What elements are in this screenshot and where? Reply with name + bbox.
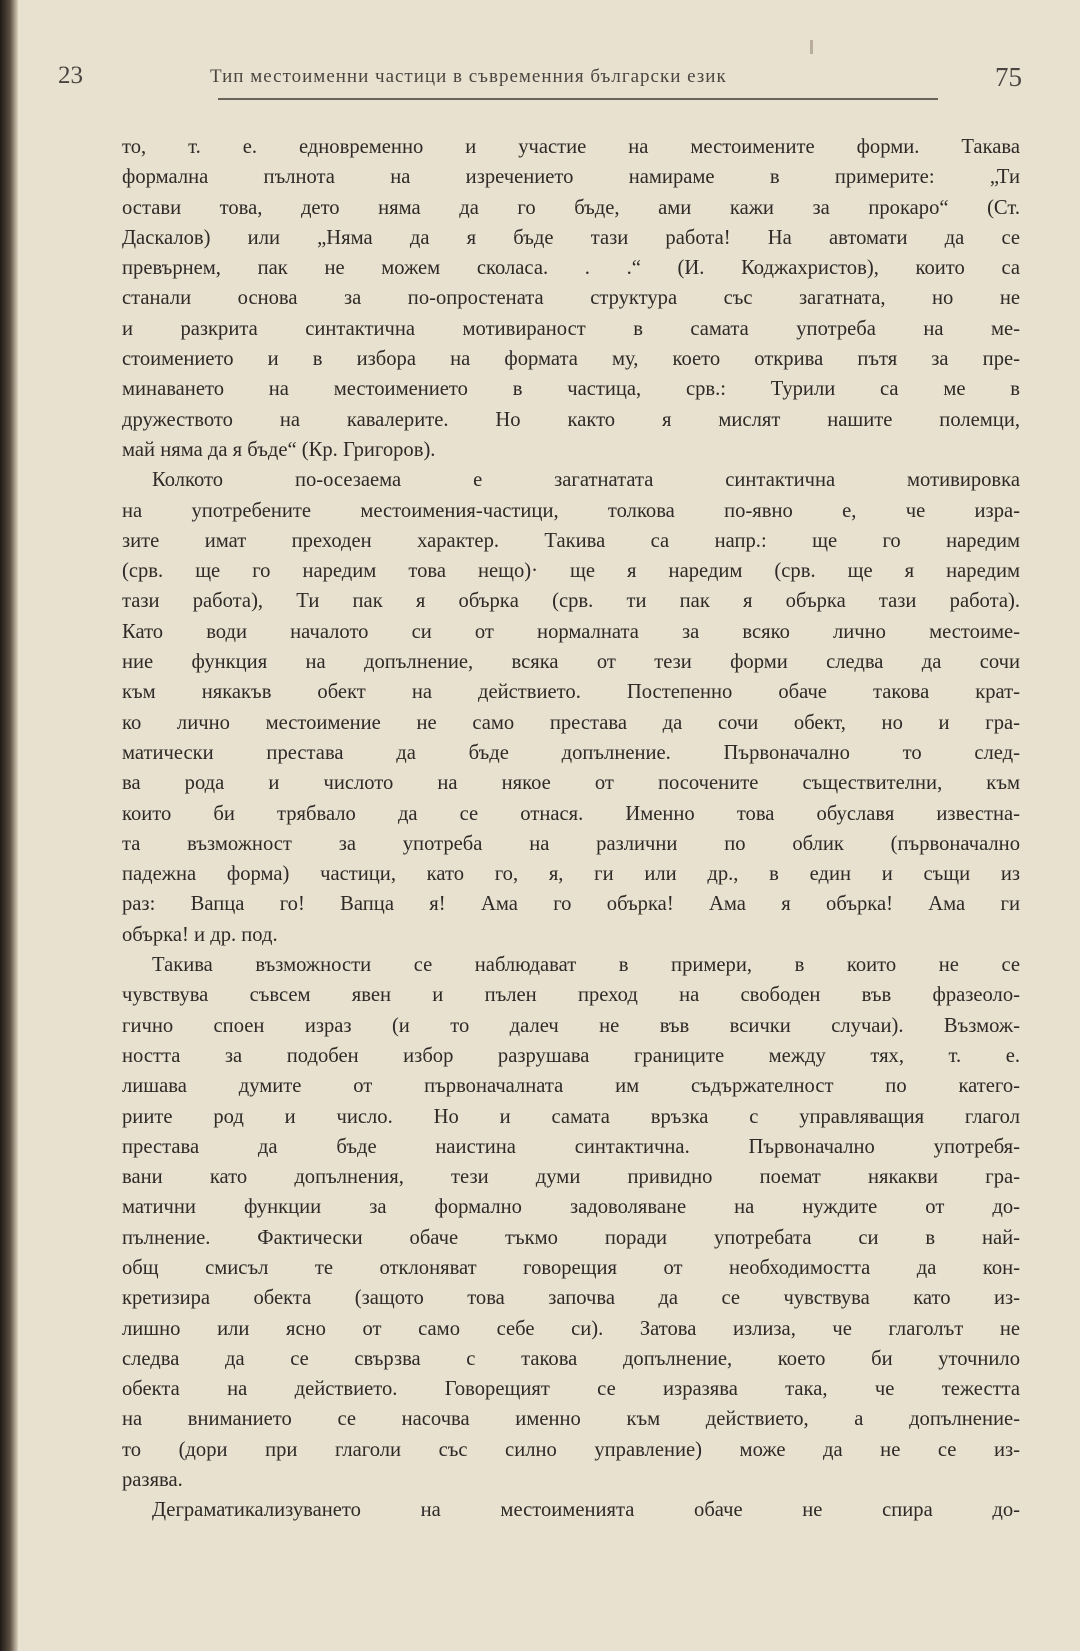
- running-head: [58, 62, 1036, 98]
- text-line: риите род и число. Но и самата връзка с управляващия глагол: [122, 1105, 1020, 1128]
- folio-left: 23: [58, 62, 83, 89]
- text-line: остави това, дето няма да го бъде, ами кажи за прокаро“ (Ст.: [122, 196, 1020, 219]
- text-line: общ смисъл те отклоняват говорещия от необходимостта да кон-: [122, 1256, 1020, 1279]
- text-line: разява.: [122, 1469, 183, 1492]
- text-line: матически престава да бъде допълнение. Първоначално то след-: [122, 741, 1020, 764]
- text-line: падежна форма) частици, като го, я, ги или др., в един и същи из: [122, 863, 1020, 886]
- text-line: чувствува съвсем явен и пълен преход на свободен във фразеоло-: [122, 984, 1020, 1007]
- page-mark: [810, 40, 813, 54]
- text-line: престава да бъде наистина синтактична. Първоначално употребя-: [122, 1135, 1020, 1158]
- header-rule: [218, 98, 938, 100]
- text-line: раз: Вапца го! Вапца я! Ама го обърка! Ама я обърка! Ама ги: [122, 893, 1020, 916]
- text-line: формална пълнота на изречението намираме в примерите: „Ти: [122, 166, 1020, 189]
- text-line: следва да се свързва с такова допълнение, което би уточнило: [122, 1347, 1020, 1370]
- text-line: дружеството на кавалерите. Но както я мислят нашите полемци,: [122, 408, 1020, 431]
- text-line: та възможност за употреба на различни по облик (първоначално: [122, 832, 1020, 855]
- page-number: 75: [995, 62, 1022, 92]
- body-text: [122, 132, 1020, 1526]
- text-line: Колкото по-осезаема е загатнатата синтактична мотивировка: [152, 469, 1020, 492]
- text-line: кретизира обекта (защото това започва да се чувствува като из-: [122, 1287, 1020, 1310]
- text-line: Даскалов) или „Няма да я бъде тази работа! На автомати да се: [122, 226, 1020, 249]
- book-spine-shadow: [0, 0, 18, 1651]
- text-line: пълнение. Фактически обаче тъкмо поради употребата си в най-: [122, 1226, 1020, 1249]
- text-line: ността за подобен избор разрушава границите между тях, т. е.: [122, 1044, 1020, 1067]
- text-line: обърка! и др. под.: [122, 923, 278, 946]
- text-line: ко лично местоимение не само престава да сочи обект, но и гра-: [122, 711, 1020, 734]
- text-line: матични функции за формално задоволяване на нуждите от до-: [122, 1196, 1020, 1219]
- text-line: и разкрита синтактична мотивираност в самата употреба на ме-: [122, 317, 1020, 340]
- text-line: Такива възможности се наблюдават в примери, в които не се: [152, 954, 1020, 977]
- text-line: Деграматикализуването на местоименията обаче не спира до-: [152, 1499, 1020, 1522]
- running-title: Тип местоименни частици в съвременния български език: [210, 66, 727, 87]
- text-line: гично споен израз (и то далеч не във всички случаи). Възмож-: [122, 1014, 1020, 1037]
- text-line: ние функция на допълнение, всяка от тези форми следва да сочи: [122, 651, 1020, 674]
- text-line: обекта на действието. Говорещият се изразява така, че тежестта: [122, 1378, 1020, 1401]
- text-line: превърнем, пак не можем сколаса. . .“ (И. Коджахристов), които са: [122, 257, 1020, 280]
- text-line: станали основа за по-опростената структура със загатната, но не: [122, 287, 1020, 310]
- text-line: лишава думите от първоначалната им съдържателност по катего-: [122, 1075, 1020, 1098]
- text-line: на вниманието се насочва именно към действието, а допълнение-: [122, 1408, 1020, 1431]
- text-line: минаването на местоимението в частица, срв.: Турили са ме в: [122, 378, 1020, 401]
- text-line: то (дори при глаголи със силно управление) може да не се из-: [122, 1438, 1020, 1461]
- text-line: вани като допълнения, тези думи привидно поемат някакви гра-: [122, 1166, 1020, 1189]
- text-line: лишно или ясно от само себе си). Затова излиза, че глаголът не: [122, 1317, 1020, 1340]
- text-line: Като води началото си от нормалната за всяко лично местоиме-: [122, 620, 1020, 643]
- text-line: май няма да я бъде“ (Кр. Григоров).: [122, 438, 436, 461]
- text-line: на употребените местоимения-частици, толкова по-явно е, че изра-: [122, 499, 1020, 522]
- text-line: които би трябвало да се отнася. Именно това обуславя известна-: [122, 802, 1020, 825]
- text-line: стоимението и в избора на формата му, което открива пътя за пре-: [122, 348, 1020, 371]
- text-line: (срв. ще го наредим това нещо)· ще я наредим (срв. ще я наредим: [122, 560, 1020, 583]
- text-line: зите имат преходен характер. Такива са напр.: ще го наредим: [122, 529, 1020, 552]
- text-line: тази работа), Ти пак я объркa (срв. ти пак я обърка тази работа).: [122, 590, 1020, 613]
- text-line: ва рода и числото на някое от посочените съществителни, към: [122, 772, 1020, 795]
- text-line: към някакъв обект на действието. Постепенно обаче такова крат-: [122, 681, 1020, 704]
- text-line: то, т. е. едновременно и участие на местоимените форми. Такава: [122, 136, 1020, 158]
